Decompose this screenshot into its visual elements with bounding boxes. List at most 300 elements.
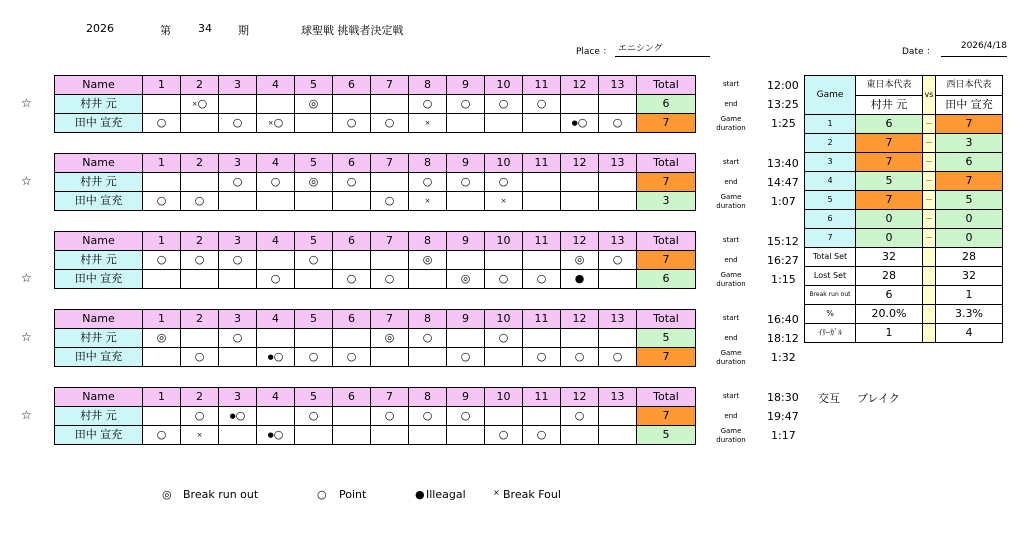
header-col-8: 8 [409,76,447,95]
set-cell [295,251,333,270]
set-cell [599,173,637,192]
summary-p1-score: 7 [856,153,923,172]
set-result-mark: ○ [536,350,547,363]
set-result-mark: ○ [346,116,357,129]
game-table-2 [54,153,696,211]
header-col-11: 11 [523,388,561,407]
set-cell [409,173,447,192]
header-col-11: 11 [523,76,561,95]
summary-dash: － [923,153,936,172]
set-foul-mark: × [424,119,431,127]
set-cell [181,95,219,114]
summary-stat-spacer [923,305,936,324]
set-cell [219,426,257,445]
start-time: 16:40 [767,313,799,326]
summary-p1-score: 7 [856,191,923,210]
set-result-mark: ○ [384,116,395,129]
header-col-6: 6 [333,388,371,407]
summary-p1-score: 0 [856,229,923,248]
header-col-4: 4 [257,232,295,251]
set-result-mark: ○ [536,428,547,441]
set-cell [143,426,181,445]
set-cell [409,329,447,348]
set-foul-mark: × [267,119,274,127]
set-cell [257,407,295,426]
summary-stat-p2: 3.3% [936,305,1003,324]
set-cell [599,407,637,426]
summary-dash: － [923,229,936,248]
p1-name: 村井 元 [856,95,923,115]
set-cell [333,329,371,348]
legend-point-icon: ○ [317,488,327,501]
set-cell [219,329,257,348]
header-col-10: 10 [485,154,523,173]
summary-stat-p1: 32 [856,248,923,267]
set-result-mark: ○ [194,350,205,363]
summary-stat-row [805,286,1003,305]
player-name: 田中 宣充 [55,426,143,445]
set-result-mark: ○ [498,272,509,285]
p2-team: 西日本代表 [936,76,1003,96]
set-result-mark: ◎ [422,253,433,266]
legend-illegal-icon: ● [415,488,425,501]
header-col-6: 6 [333,232,371,251]
player-row [55,251,696,270]
set-cell [409,192,447,211]
duration-time: 1:32 [771,351,796,364]
header-col-12: 12 [561,154,599,173]
header-name: Name [55,310,143,329]
summary-stat-label: Total Set [805,248,856,267]
summary-p1-score: 7 [856,134,923,153]
player-total: 5 [637,329,696,348]
duration-label-1: Game [720,193,742,201]
set-result-mark: ◎ [156,331,167,344]
set-cell [523,270,561,289]
set-cell [371,192,409,211]
set-result-mark: ○ [270,272,281,285]
summary-p1-score: 0 [856,210,923,229]
set-cell [333,348,371,367]
set-result-mark: ○ [460,409,471,422]
summary-game-row [805,191,1003,210]
winner-star: ☆ [21,408,32,422]
set-cell [447,114,485,133]
set-cell [143,270,181,289]
end-time: 13:25 [767,98,799,111]
set-cell [485,348,523,367]
player-row [55,192,696,211]
summary-stat-p2: 1 [936,286,1003,305]
set-cell [371,251,409,270]
set-cell [333,270,371,289]
set-cell [599,270,637,289]
set-cell [257,114,295,133]
set-cell [561,270,599,289]
set-cell [561,173,599,192]
set-cell [295,407,333,426]
set-cell [333,95,371,114]
player-total: 7 [637,251,696,270]
set-cell [181,426,219,445]
set-cell [333,192,371,211]
summary-stat-spacer [923,248,936,267]
set-cell [257,426,295,445]
summary-stat-p2: 32 [936,267,1003,286]
summary-stat-p1: 1 [856,324,923,343]
set-cell [485,173,523,192]
set-cell [295,173,333,192]
header-col-7: 7 [371,76,409,95]
header-col-12: 12 [561,310,599,329]
duration-label-2: duration [716,358,746,366]
set-cell [561,251,599,270]
start-time: 18:30 [767,391,799,404]
set-result-mark: ○ [156,428,167,441]
header-col-3: 3 [219,310,257,329]
duration-label-2: duration [716,124,746,132]
header-col-13: 13 [599,76,637,95]
header-total: Total [637,388,696,407]
duration-label-1: Game [720,427,742,435]
set-cell [523,114,561,133]
set-cell [409,114,447,133]
start-label: start [722,80,740,88]
header-col-4: 4 [257,310,295,329]
summary-stat-label: % [805,305,856,324]
player-row [55,407,696,426]
header-col-6: 6 [333,76,371,95]
set-cell [485,251,523,270]
end-label: end [724,256,738,264]
duration-label-2: duration [716,202,746,210]
set-cell [523,348,561,367]
legend-break-run-out-label: Break run out [183,488,259,501]
game-table-4 [54,309,696,367]
header-col-7: 7 [371,154,409,173]
header-col-12: 12 [561,232,599,251]
header-col-3: 3 [219,388,257,407]
set-result-mark: ◎ [574,253,585,266]
set-cell [447,251,485,270]
set-foul-mark: ● [267,431,274,439]
set-result-mark: ○ [273,428,284,441]
header-col-1: 1 [143,76,181,95]
summary-game-number: 4 [805,172,856,191]
player-row [55,95,696,114]
duration-time: 1:17 [771,429,796,442]
set-cell [523,251,561,270]
summary-dash: － [923,191,936,210]
end-time: 19:47 [767,410,799,423]
header-col-2: 2 [181,154,219,173]
header-col-6: 6 [333,154,371,173]
set-cell [599,426,637,445]
duration-label-1: Game [720,271,742,279]
set-cell [333,251,371,270]
set-result-mark: ○ [422,331,433,344]
set-cell [485,407,523,426]
note-break: ブレイク [857,392,900,405]
header-total: Total [637,310,696,329]
summary-game-number: 2 [805,134,856,153]
event-title: 球聖戦 挑戦者決定戦 [301,24,404,37]
summary-stat-p2: 28 [936,248,1003,267]
set-cell [447,173,485,192]
set-cell [295,426,333,445]
player-total: 7 [637,114,696,133]
header-col-4: 4 [257,388,295,407]
set-cell [523,329,561,348]
summary-dash: － [923,210,936,229]
player-total: 6 [637,270,696,289]
set-result-mark: ○ [156,194,167,207]
legend-break-run-out-icon: ◎ [162,488,172,501]
set-result-mark: ○ [194,409,205,422]
summary-stat-row [805,305,1003,324]
legend-illegal-label: Illeagal [426,488,466,501]
duration-time: 1:25 [771,117,796,130]
header-col-4: 4 [257,154,295,173]
header-col-9: 9 [447,388,485,407]
summary-game-number: 3 [805,153,856,172]
set-cell [143,192,181,211]
player-name: 村井 元 [55,251,143,270]
set-result-mark: ○ [612,116,623,129]
player-total: 6 [637,95,696,114]
duration-time: 1:15 [771,273,796,286]
summary-stat-label: ｲﾘｰｶﾞﾙ [805,324,856,343]
game-header-row [55,388,696,407]
start-time: 15:12 [767,235,799,248]
start-label: start [722,392,740,400]
player-name: 田中 宣充 [55,270,143,289]
start-label: start [722,236,740,244]
game-header-row [55,310,696,329]
summary-p1-score: 5 [856,172,923,191]
set-cell [371,348,409,367]
set-result-mark: ○ [498,428,509,441]
set-cell [257,329,295,348]
set-result-mark: ○ [460,97,471,110]
set-cell [485,270,523,289]
set-cell [143,407,181,426]
summary-game-number: 5 [805,191,856,210]
set-result-mark: ○ [232,175,243,188]
header-col-5: 5 [295,76,333,95]
set-result-mark: ○ [384,409,395,422]
header-col-8: 8 [409,232,447,251]
set-cell [219,114,257,133]
header-col-6: 6 [333,310,371,329]
summary-table [804,75,1003,343]
set-cell [409,407,447,426]
summary-p2-score: 6 [936,153,1003,172]
set-result-mark: ○ [194,253,205,266]
set-cell [523,407,561,426]
header-total: Total [637,154,696,173]
summary-dash: － [923,172,936,191]
summary-game-number: 1 [805,115,856,134]
dai-label: 第 [160,24,171,37]
set-cell [523,173,561,192]
summary-stat-row [805,324,1003,343]
game-header-row [55,154,696,173]
summary-stat-row [805,267,1003,286]
set-cell [523,95,561,114]
summary-p1-score: 6 [856,115,923,134]
player-row [55,270,696,289]
header-col-13: 13 [599,388,637,407]
set-result-mark: ○ [612,253,623,266]
summary-stat-row [805,248,1003,267]
summary-stat-p1: 20.0% [856,305,923,324]
set-cell [219,173,257,192]
end-time: 14:47 [767,176,799,189]
summary-game-header: Game [805,76,856,115]
set-cell [447,192,485,211]
player-row [55,426,696,445]
set-foul-mark: × [424,197,431,205]
winner-star: ☆ [21,330,32,344]
end-label: end [724,412,738,420]
header-col-9: 9 [447,154,485,173]
summary-game-row [805,172,1003,191]
summary-p2-score: 3 [936,134,1003,153]
set-cell [143,95,181,114]
end-time: 16:27 [767,254,799,267]
header-col-5: 5 [295,154,333,173]
set-result-mark: ○ [308,409,319,422]
set-result-mark: ○ [346,350,357,363]
set-result-mark: ○ [346,175,357,188]
header-col-3: 3 [219,76,257,95]
set-foul-mark: ● [229,412,236,420]
set-result-mark: ○ [460,175,471,188]
player-total: 7 [637,407,696,426]
duration-label-1: Game [720,115,742,123]
set-result-mark: ◎ [460,272,471,285]
player-total: 5 [637,426,696,445]
set-result-mark: ◎ [308,97,319,110]
note-alternate: 交互 [818,392,840,405]
set-cell [561,426,599,445]
set-cell [219,270,257,289]
set-cell [561,329,599,348]
player-row [55,114,696,133]
player-name: 田中 宣充 [55,192,143,211]
set-cell [219,251,257,270]
player-row [55,173,696,192]
header-col-10: 10 [485,232,523,251]
set-result-mark: ○ [498,97,509,110]
set-cell [599,348,637,367]
header-col-2: 2 [181,388,219,407]
set-result-mark: ○ [232,253,243,266]
header-col-10: 10 [485,310,523,329]
summary-game-row [805,210,1003,229]
summary-p2-score: 7 [936,172,1003,191]
summary-p2-score: 7 [936,115,1003,134]
header-col-9: 9 [447,232,485,251]
set-result-mark: ○ [232,116,243,129]
header-col-5: 5 [295,310,333,329]
set-result-mark: ○ [574,350,585,363]
set-result-mark: ○ [460,350,471,363]
summary-stat-spacer [923,267,936,286]
set-cell [371,407,409,426]
set-result-mark: ○ [156,116,167,129]
header-col-1: 1 [143,154,181,173]
winner-star: ☆ [21,174,32,188]
end-time: 18:12 [767,332,799,345]
header-col-3: 3 [219,232,257,251]
set-cell [447,407,485,426]
header-total: Total [637,232,696,251]
summary-stat-spacer [923,324,936,343]
set-cell [371,95,409,114]
player-name: 村井 元 [55,407,143,426]
set-cell [257,251,295,270]
player-name: 村井 元 [55,95,143,114]
p2-name: 田中 宣充 [936,95,1003,115]
set-cell [333,173,371,192]
game-table-3 [54,231,696,289]
set-cell [409,426,447,445]
set-cell [485,114,523,133]
set-cell [257,270,295,289]
set-cell [295,114,333,133]
ki-label: 期 [238,24,249,37]
set-cell [181,192,219,211]
place-label: Place ： [576,47,612,57]
header-col-8: 8 [409,388,447,407]
game-table-5 [54,387,696,445]
game-header-row [55,232,696,251]
end-label: end [724,178,738,186]
header-col-10: 10 [485,76,523,95]
set-cell [485,329,523,348]
set-cell [181,348,219,367]
term-number: 34 [198,22,212,35]
set-cell [447,329,485,348]
summary-dash: － [923,134,936,153]
header-col-9: 9 [447,310,485,329]
set-result-mark: ○ [270,175,281,188]
set-cell [409,270,447,289]
set-cell [295,95,333,114]
set-cell [219,348,257,367]
set-cell [561,192,599,211]
set-result-mark: ● [574,272,585,285]
set-result-mark: ○ [422,409,433,422]
set-result-mark: ○ [384,272,395,285]
header-col-12: 12 [561,76,599,95]
set-result-mark: ○ [422,97,433,110]
legend-point-label: Point [339,488,367,501]
summary-stat-label: Break run out [805,286,856,305]
set-cell [181,251,219,270]
duration-label-2: duration [716,436,746,444]
set-result-mark: ○ [574,409,585,422]
p1-team: 東日本代表 [856,76,923,96]
player-name: 田中 宣充 [55,114,143,133]
set-foul-mark: × [500,197,507,205]
summary-game-row [805,153,1003,172]
summary-game-number: 7 [805,229,856,248]
summary-stat-p2: 4 [936,324,1003,343]
set-cell [561,407,599,426]
